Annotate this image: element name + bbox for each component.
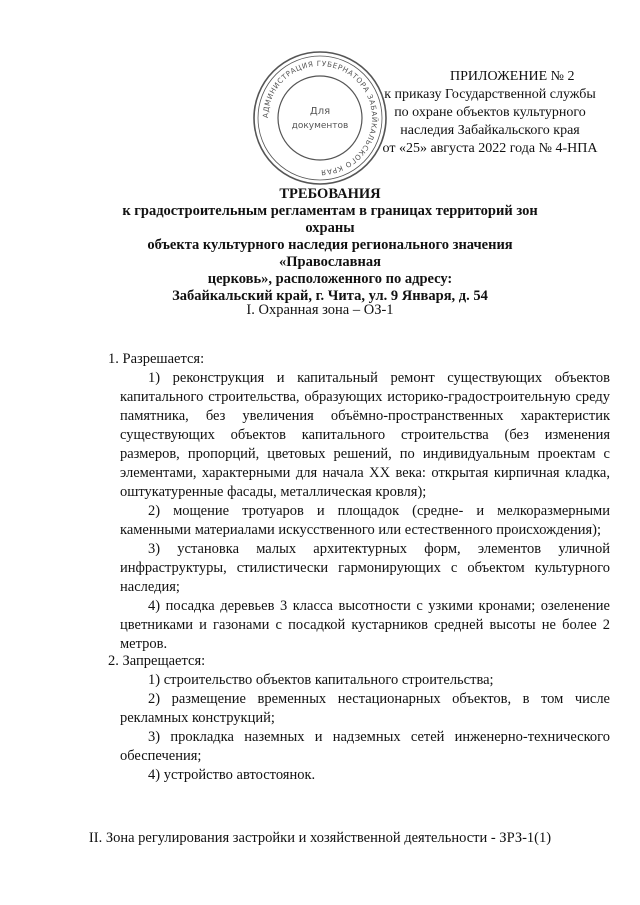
forbidden-item-2: 2) размещение временных нестационарных объектов, в том числе рекламных конструкций; [120, 691, 610, 726]
forbidden-item-1: 1) строительство объектов капитального строительства; [148, 672, 494, 688]
title-main: ТРЕБОВАНИЯ [279, 186, 381, 202]
stamp-ring-text: АДМИНИСТРАЦИЯ ГУБЕРНАТОРА ЗАБАЙКАЛЬСКОГО КРАЯ [260, 58, 380, 178]
allowed-item-1: 1) реконструкция и капитальный ремонт существующих объектов капитального строительства, образующих историко-градостроительную среду памятника, без увеличения объёмно-пространственных характеристик существующих объектов капитального строительства (без изменения размеров, пропорций, цветовых решений, по индивидуальным проектам с элементами, характерными для начала XX века: открытая кирпичная кладка, оштукатуренные фасады, металлическая кровля); [120, 370, 610, 500]
allowed-block [108, 350, 610, 654]
allowed-item-4: 4) посадка деревьев 3 класса высотности с узкими кронами; озеленение цветниками и газонами с посадкой кустарников средней высоты не более 2 метров. [120, 598, 610, 652]
section-1-title: I. Охранная зона – ОЗ-1 [246, 302, 394, 318]
appendix-line-5: от «25» августа 2022 года № 4-НПА [382, 141, 598, 156]
title-line-2: объекта культурного наследия регионального значения «Православная [147, 237, 513, 270]
appendix-number: ПРИЛОЖЕНИЕ № 2 [450, 69, 575, 84]
appendix-line-3: по охране объектов культурного [394, 105, 586, 120]
document-title [100, 186, 560, 305]
forbidden-item-3: 3) прокладка наземных и надземных сетей инженерно-технического обеспечения; [120, 729, 610, 764]
allowed-heading: 1. Разрешается: [108, 351, 205, 367]
forbidden-heading: 2. Запрещается: [108, 653, 206, 669]
appendix-header [360, 68, 620, 158]
stamp-center-line1: Для [309, 106, 331, 117]
stamp-center-line2: документов [291, 121, 349, 131]
appendix-line-2: к приказу Государственной службы [384, 87, 596, 102]
allowed-item-3: 3) установка малых архитектурных форм, элементов уличной инфраструктуры, стилистически гармонирующих с объектом культурного наследия; [120, 541, 610, 595]
title-line-3: церковь», расположенного по адресу: [207, 271, 453, 287]
appendix-line-4: наследия Забайкальского края [400, 123, 580, 138]
forbidden-item-4: 4) устройство автостоянок. [148, 767, 316, 783]
allowed-item-2: 2) мощение тротуаров и площадок (средне- и мелкоразмерными каменными материалами искусственного или естественного происхождения); [120, 503, 610, 538]
title-line-1: к градостроительным регламентам в границах территорий зон охраны [122, 203, 538, 236]
forbidden-block [108, 652, 610, 785]
section-2-title: II. Зона регулирования застройки и хозяйственной деятельности - ЗРЗ-1(1) [88, 830, 552, 846]
title-line-4: Забайкальский край, г. Чита, ул. 9 Января, д. 54 [172, 288, 488, 304]
